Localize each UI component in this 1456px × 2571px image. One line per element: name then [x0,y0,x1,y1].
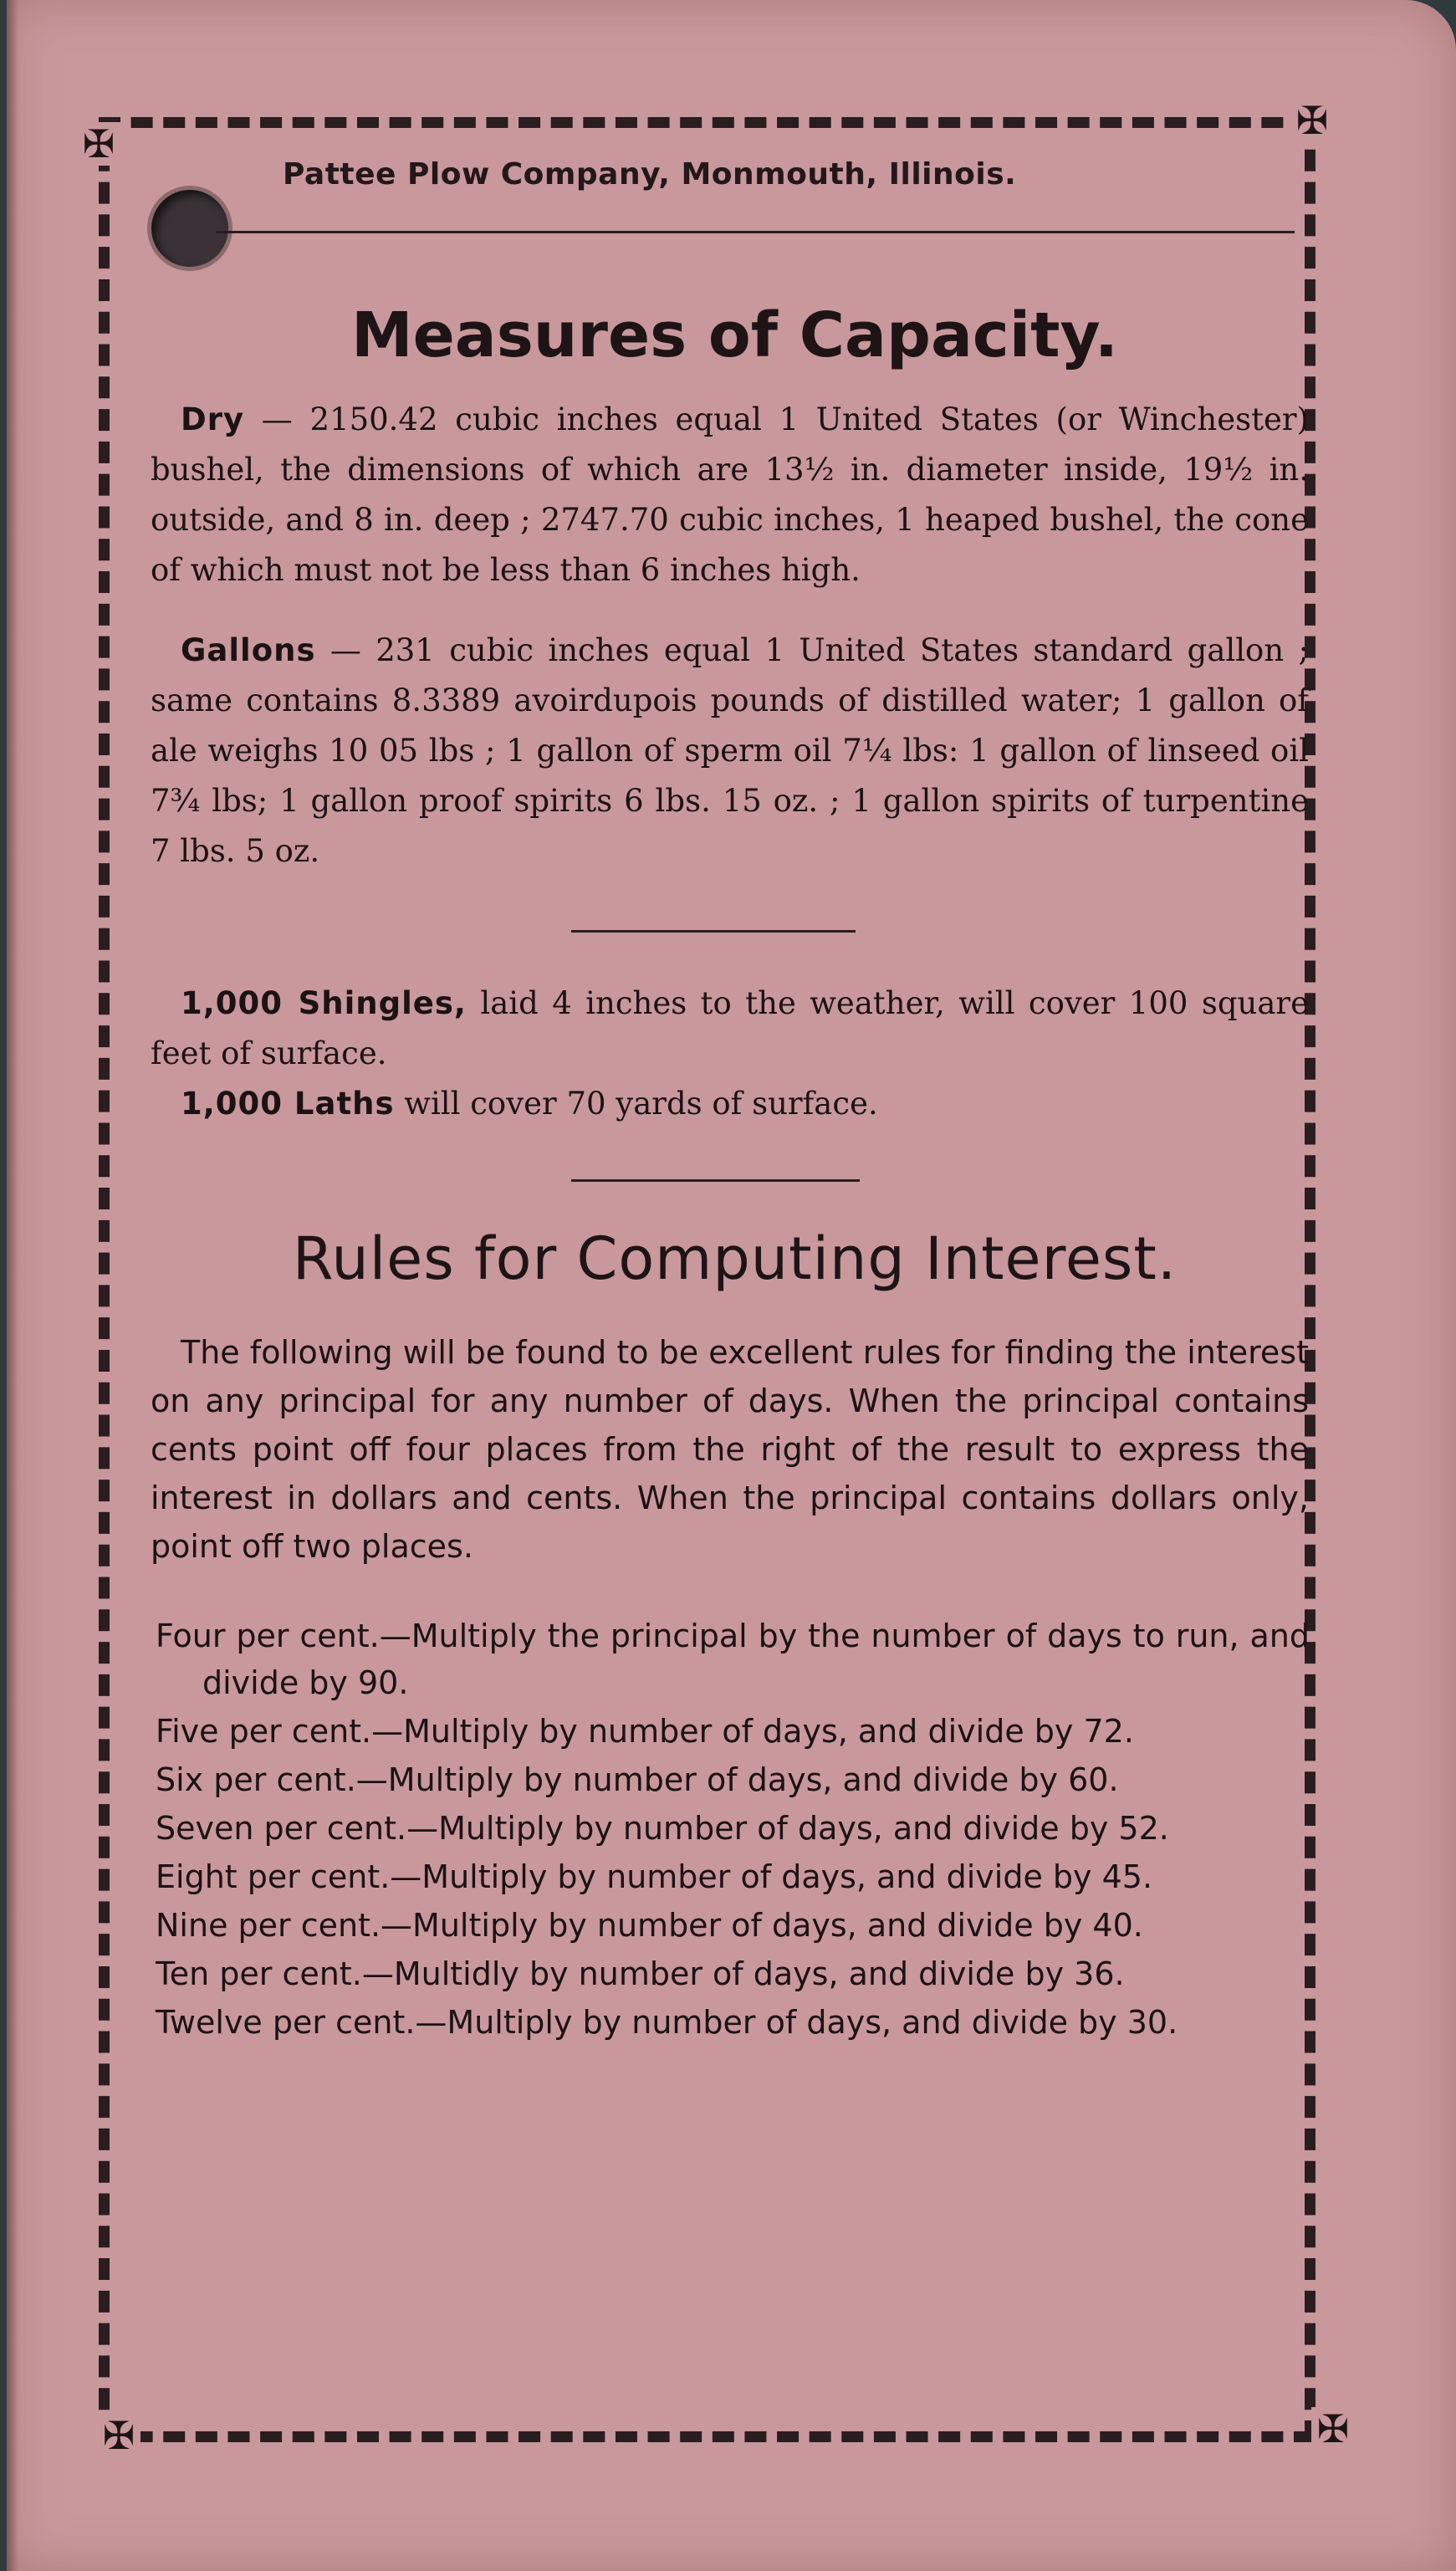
rule-six-percent: Six per cent.—Multiply by number of days, and divide by 60. [156,1761,1119,1798]
shingles-paragraph [151,979,1309,1079]
company-header: Pattee Plow Company, Monmouth, Illinois. [283,157,1017,192]
rule-seven-percent: Seven per cent.—Multiply by number of days, and divide by 52. [156,1810,1169,1847]
rule-ten-percent: Ten per cent.—Multidly by number of days, and divide by 36. [156,1955,1125,1992]
punch-hole [147,186,232,271]
interest-rules-list [156,1613,1310,2047]
dry-label: Dry [181,401,245,437]
section-divider [571,1179,860,1182]
document-card [7,0,1456,2571]
header-divider [216,231,1295,233]
dry-measure-paragraph [151,395,1309,595]
rule-nine-percent: Nine per cent.—Multiply by number of days, and divide by 40. [156,1907,1143,1944]
section-divider [571,930,856,933]
cross-ornament-icon: ✠ [1311,2407,1355,2451]
interest-intro: The following will be found to be excellent rules for finding the interest on any principal for any number of days. When the principal contains cents point off four places from the right of the result to express the interest in dollars and cents. When the principal contains dollars only, point off two places. [151,1334,1309,1565]
gallons-label: Gallons [181,632,316,668]
gallons-text: — 231 cubic inches equal 1 United States standard gallon ; same contains 8.3389 avoirdupois pounds of distilled water; 1 gallon of ale weighs 10 05 lbs ; 1 gallon of sperm oil 7¼ lbs: 1 gallon of linseed oil 7¾ lbs; 1 gallon proof spirits 6 lbs. 15 oz. ; 1 gallon spirits of turpentine 7 lbs. 5 oz. [151,632,1309,869]
interest-title: Rules for Computing Interest. [292,1224,1178,1293]
gallons-paragraph [151,626,1309,877]
laths-paragraph [151,1079,1309,1129]
laths-label: 1,000 Laths [181,1086,395,1122]
shingles-label: 1,000 Shingles, [181,985,467,1021]
laths-text: will cover 70 yards of surface. [394,1086,878,1122]
capacity-title: Measures of Capacity. [350,299,1119,371]
cross-ornament-icon: ✠ [1290,99,1334,142]
dry-text: — 2150.42 cubic inches equal 1 United States (or Winchester) bushel, the dimensions of which are 13½ in. diameter inside, 19½ in. outside, and 8 in. deep ; 2747.70 cubic inches, 1 heaped bushel, the cone of which must not be less than 6 inches high. [151,401,1309,588]
rule-five-percent: Five per cent.—Multiply by number of days, and divide by 72. [156,1713,1134,1750]
rule-twelve-percent: Twelve per cent.—Multiply by number of days, and divide by 30. [156,2004,1178,2041]
shingles-text: laid 4 inches to the weather, will cover 100 square feet of surface. [151,985,1309,1071]
rule-four-percent: Four per cent.—Multiply the principal by the number of days to run, and divide by 90. [156,1618,1310,1701]
rule-eight-percent: Eight per cent.—Multiply by number of days, and divide by 45. [156,1858,1153,1895]
cross-ornament-icon: ✠ [97,2414,140,2457]
cross-ornament-icon: ✠ [77,122,120,166]
